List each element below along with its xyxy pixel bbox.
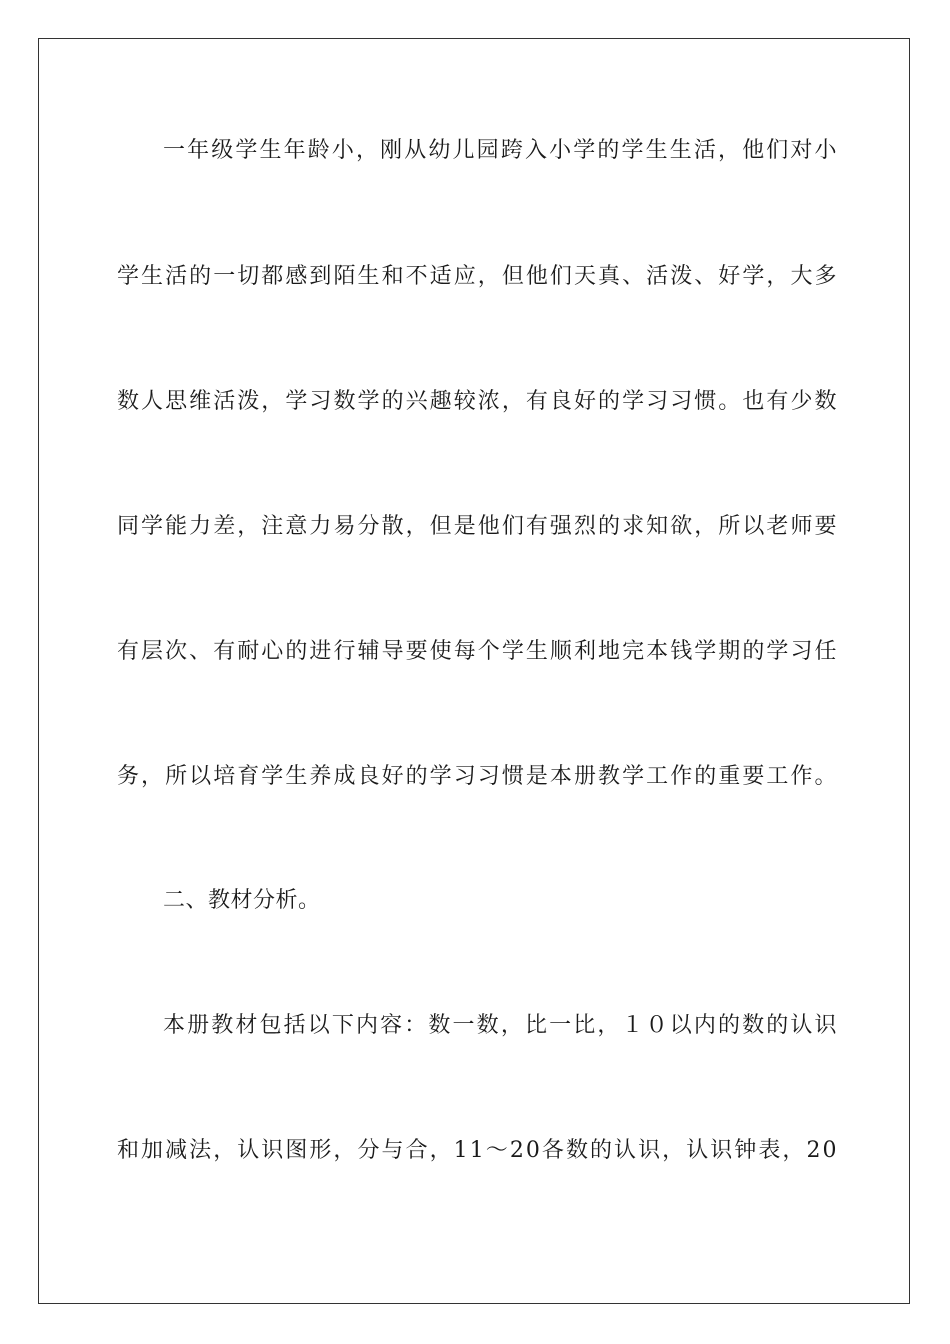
- paragraph-2-line-2: 和加减法，认识图形，分与合，11～20各数的认识，认识钟表，20: [117, 1138, 839, 1163]
- section-heading-textbook-analysis: 二、教材分析。: [163, 888, 321, 913]
- paragraph-1-line-2: 学生活的一切都感到陌生和不适应，但他们天真、活泼、好学，大多: [117, 264, 839, 289]
- paragraph-1-line-3: 数人思维活泼，学习数学的兴趣较浓，有良好的学习习惯。也有少数: [117, 389, 839, 414]
- paragraph-1-line-1: 一年级学生年龄小，刚从幼儿园跨入小学的学生生活，他们对小: [163, 138, 839, 163]
- paragraph-1-line-5: 有层次、有耐心的进行辅导要使每个学生顺利地完本钱学期的学习任: [117, 639, 839, 664]
- page-border: [38, 38, 910, 1304]
- paragraph-1-line-4: 同学能力差，注意力易分散，但是他们有强烈的求知欲，所以老师要: [117, 514, 839, 539]
- paragraph-2-line-1: 本册教材包括以下内容：数一数，比一比，１０以内的数的认识: [163, 1013, 839, 1038]
- paragraph-1-line-6: 务，所以培育学生养成良好的学习习惯是本册教学工作的重要工作。: [117, 764, 839, 789]
